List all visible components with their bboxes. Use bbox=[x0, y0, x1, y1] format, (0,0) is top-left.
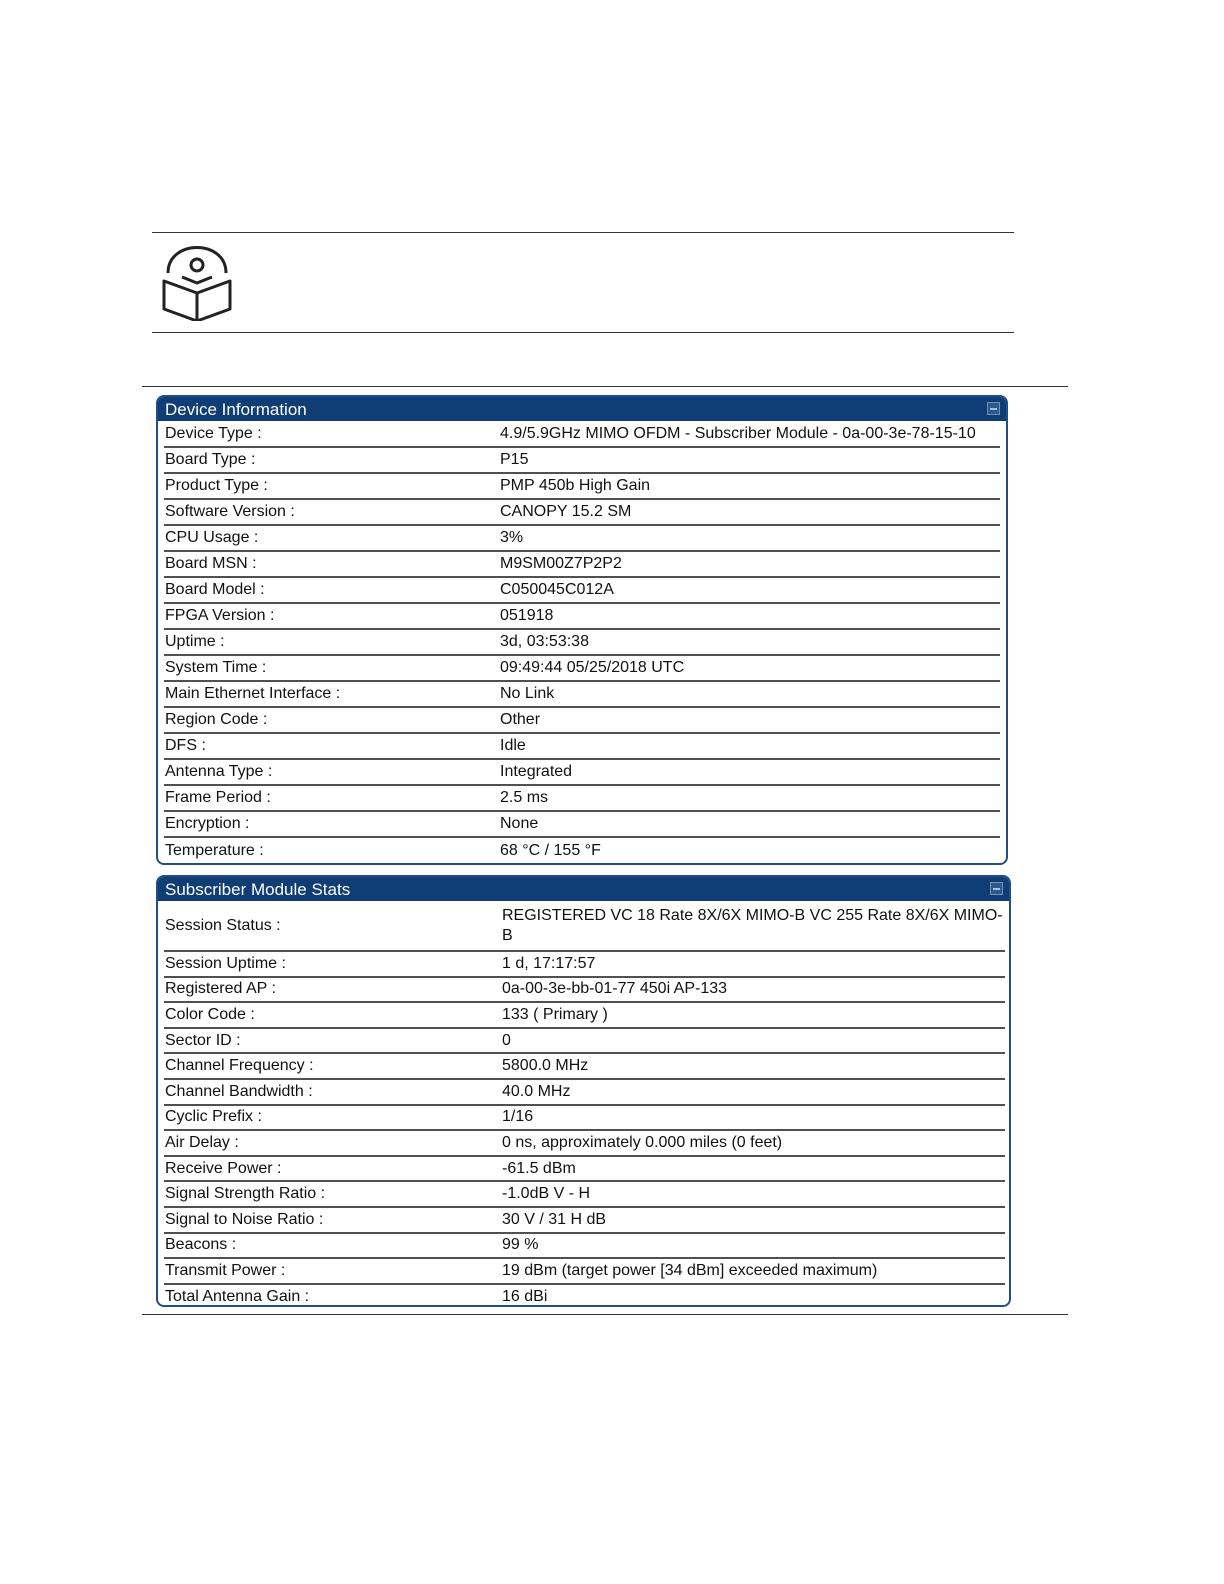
row-label: DFS : bbox=[164, 733, 499, 759]
row-label: Frame Period : bbox=[164, 785, 499, 811]
row-value: 133 ( Primary ) bbox=[501, 1002, 1005, 1028]
table-row bbox=[164, 473, 1000, 499]
table-row bbox=[164, 1130, 1005, 1156]
row-value: 3d, 03:53:38 bbox=[499, 629, 1000, 655]
row-value: No Link bbox=[499, 681, 1000, 707]
row-value: P15 bbox=[499, 447, 1000, 473]
row-label: Total Antenna Gain : bbox=[165, 1288, 310, 1306]
device-information-header bbox=[158, 397, 1006, 421]
note-box bbox=[152, 232, 1014, 333]
table-row bbox=[164, 733, 1000, 759]
row-label: Session Uptime : bbox=[164, 951, 501, 977]
row-label: Signal Strength Ratio : bbox=[164, 1181, 501, 1207]
row-label: Uptime : bbox=[164, 629, 499, 655]
row-value: 1/16 bbox=[501, 1105, 1005, 1131]
row-value: 3% bbox=[499, 525, 1000, 551]
row-value: 40.0 MHz bbox=[501, 1079, 1005, 1105]
table-row bbox=[164, 1233, 1005, 1259]
row-value: 2.5 ms bbox=[499, 785, 1000, 811]
table-row bbox=[164, 901, 1005, 951]
row-label: Channel Frequency : bbox=[164, 1053, 501, 1079]
row-label: Temperature : bbox=[165, 841, 264, 859]
table-row bbox=[164, 1156, 1005, 1182]
device-information-panel bbox=[156, 395, 1008, 865]
table-row bbox=[164, 629, 1000, 655]
row-label: Transmit Power : bbox=[164, 1258, 501, 1284]
row-label: Signal to Noise Ratio : bbox=[164, 1207, 501, 1233]
table-row bbox=[164, 1207, 1005, 1233]
table-row bbox=[164, 1258, 1005, 1284]
device-information-title: Device Information bbox=[165, 400, 307, 419]
row-value: 30 V / 31 H dB bbox=[501, 1207, 1005, 1233]
table-row bbox=[164, 1105, 1005, 1131]
row-value: REGISTERED VC 18 Rate 8X/6X MIMO-B VC 255 Rate 8X/6X MIMO-B bbox=[501, 901, 1005, 951]
row-label: Air Delay : bbox=[164, 1130, 501, 1156]
table-row bbox=[164, 525, 1000, 551]
row-label: Session Status : bbox=[164, 901, 501, 951]
row-label: Receive Power : bbox=[164, 1156, 501, 1182]
row-value: 19 dBm (target power [34 dBm] exceeded maximum) bbox=[501, 1258, 1005, 1284]
subscriber-module-stats-table bbox=[164, 901, 1005, 1307]
subscriber-module-stats-header bbox=[158, 877, 1009, 901]
table-row bbox=[164, 1284, 1005, 1307]
table-row bbox=[164, 577, 1000, 603]
row-value: Idle bbox=[499, 733, 1000, 759]
row-label: Product Type : bbox=[164, 473, 499, 499]
row-value: 051918 bbox=[499, 603, 1000, 629]
table-row bbox=[164, 603, 1000, 629]
table-row bbox=[164, 681, 1000, 707]
row-value: 4.9/5.9GHz MIMO OFDM - Subscriber Module - 0a-00-3e-78-15-10 bbox=[499, 421, 1000, 447]
row-label: Cyclic Prefix : bbox=[164, 1105, 501, 1131]
collapse-icon[interactable] bbox=[990, 882, 1003, 895]
row-value: None bbox=[499, 811, 1000, 837]
row-value: M9SM00Z7P2P2 bbox=[499, 551, 1000, 577]
top-divider bbox=[142, 386, 1068, 387]
row-label: Color Code : bbox=[164, 1002, 501, 1028]
row-label: Sector ID : bbox=[164, 1028, 501, 1054]
row-label: Channel Bandwidth : bbox=[164, 1079, 501, 1105]
table-row bbox=[164, 707, 1000, 733]
table-row bbox=[164, 951, 1005, 977]
table-row bbox=[164, 785, 1000, 811]
row-label: System Time : bbox=[164, 655, 499, 681]
table-row bbox=[164, 811, 1000, 837]
row-label: Registered AP : bbox=[164, 977, 501, 1003]
subscriber-module-stats-title: Subscriber Module Stats bbox=[165, 880, 351, 899]
row-label: Beacons : bbox=[164, 1233, 501, 1259]
row-value: 16 dBi bbox=[502, 1288, 548, 1306]
row-value: 09:49:44 05/25/2018 UTC bbox=[499, 655, 1000, 681]
table-row bbox=[164, 837, 1000, 863]
row-label: Antenna Type : bbox=[164, 759, 499, 785]
row-value: -61.5 dBm bbox=[501, 1156, 1005, 1182]
table-row bbox=[164, 499, 1000, 525]
row-value: -1.0dB V - H bbox=[501, 1181, 1005, 1207]
table-row bbox=[164, 1028, 1005, 1054]
row-value: PMP 450b High Gain bbox=[499, 473, 1000, 499]
row-label: Region Code : bbox=[164, 707, 499, 733]
row-label: Device Type : bbox=[164, 421, 499, 447]
reference-book-icon bbox=[160, 237, 234, 321]
table-row bbox=[164, 551, 1000, 577]
table-row bbox=[164, 1181, 1005, 1207]
table-row bbox=[164, 655, 1000, 681]
row-value: 1 d, 17:17:57 bbox=[501, 951, 1005, 977]
row-label: Board Type : bbox=[164, 447, 499, 473]
row-label: Board Model : bbox=[164, 577, 499, 603]
row-value: 99 % bbox=[501, 1233, 1005, 1259]
row-label: FPGA Version : bbox=[164, 603, 499, 629]
row-value: Other bbox=[499, 707, 1000, 733]
row-label: CPU Usage : bbox=[164, 525, 499, 551]
row-label: Board MSN : bbox=[164, 551, 499, 577]
table-row bbox=[164, 1053, 1005, 1079]
bottom-divider bbox=[142, 1314, 1068, 1315]
row-value: Integrated bbox=[499, 759, 1000, 785]
row-label: Main Ethernet Interface : bbox=[164, 681, 499, 707]
table-row bbox=[164, 977, 1005, 1003]
table-row bbox=[164, 759, 1000, 785]
row-value: 0a-00-3e-bb-01-77 450i AP-133 bbox=[501, 977, 1005, 1003]
row-value: 0 ns, approximately 0.000 miles (0 feet) bbox=[501, 1130, 1005, 1156]
table-row bbox=[164, 421, 1000, 447]
collapse-icon[interactable] bbox=[987, 402, 1000, 415]
table-row bbox=[164, 1079, 1005, 1105]
row-value: C050045C012A bbox=[499, 577, 1000, 603]
table-row bbox=[164, 447, 1000, 473]
row-value: CANOPY 15.2 SM bbox=[499, 499, 1000, 525]
row-label: Software Version : bbox=[164, 499, 499, 525]
table-row bbox=[164, 1002, 1005, 1028]
row-label: Encryption : bbox=[164, 811, 499, 837]
row-value: 5800.0 MHz bbox=[501, 1053, 1005, 1079]
device-information-table bbox=[164, 421, 1000, 863]
subscriber-module-stats-panel bbox=[156, 875, 1011, 1307]
row-value: 68 °C / 155 °F bbox=[500, 841, 601, 859]
row-value: 0 bbox=[501, 1028, 1005, 1054]
